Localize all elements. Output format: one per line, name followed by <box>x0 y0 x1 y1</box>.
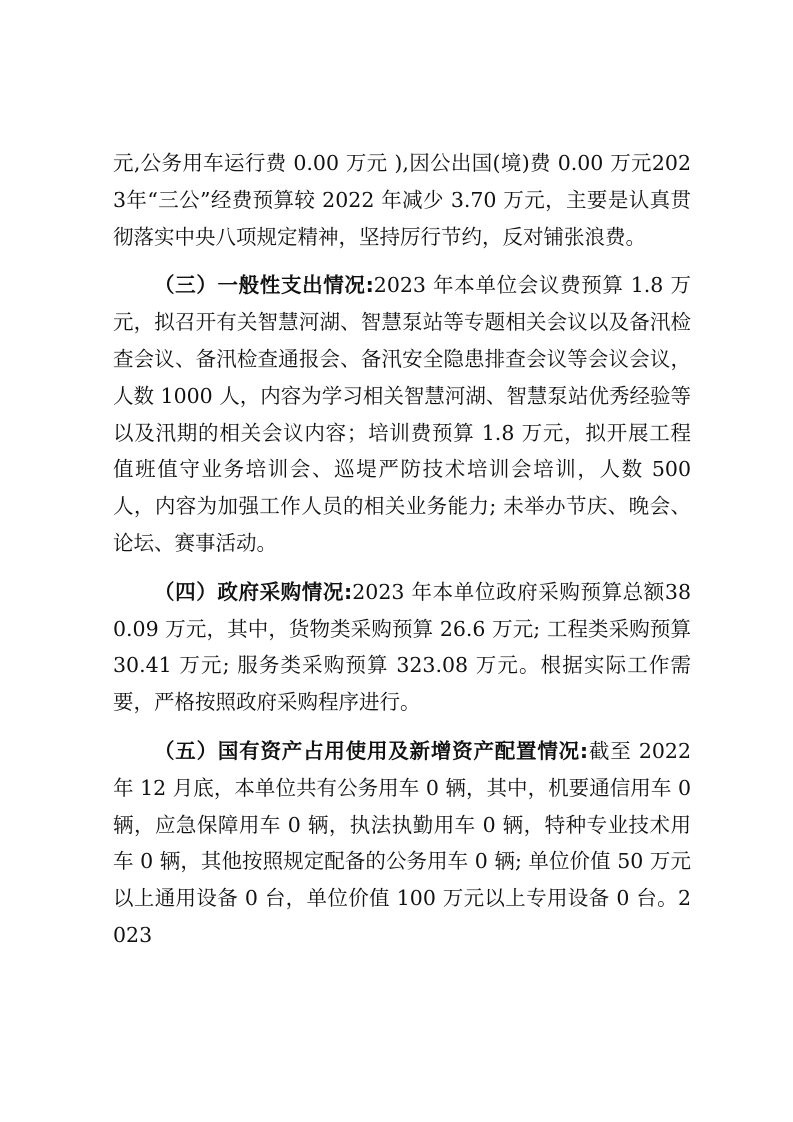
paragraph-sangong-text: 元,公务用车运行费 0.00 万元 ),因公出国(境)费 0.00 万元2023年“三公”经费预算较 2022 年减少 3.70 万元，主要是认真贯彻落实中央八项规定精神，坚持厉行节约，反对铺张浪费。 <box>113 151 691 249</box>
section-state-assets-body: 截至 2022年 12 月底，本单位共有公务用车 0 辆，其中，机要通信用车 0辆，应急保障用车 0 辆，执法执勤用车 0 辆，特种专业技术用车 0 辆，其他按照规定配备的公务用车 0 辆; 单位价值 50 万元以上通用设备 0 台，单位价值 100 万元以上专用设备 0 台。2023 <box>113 738 691 947</box>
section-general-expenditure <box>113 267 691 561</box>
section-government-procurement <box>113 574 691 721</box>
section-state-assets <box>113 733 691 954</box>
paragraph-gap <box>113 255 691 267</box>
section-state-assets-heading: （五）国有资产占用使用及新增资产配置情况: <box>154 738 589 763</box>
paragraph-sangong-budget <box>113 145 691 255</box>
paragraph-gap <box>113 562 691 574</box>
document-body <box>113 145 691 954</box>
section-general-expenditure-heading: （三）一般性支出情况: <box>154 273 374 298</box>
section-government-procurement-heading: （四）政府采购情况: <box>154 579 353 604</box>
section-general-expenditure-body: 2023 年本单位会议费预算 1.8 万元，拟召开有关智慧河湖、智慧泵站等专题相关会议以及备汛检查会议、备汛检查通报会、备汛安全隐患排查会议等会议会议，人数 1000 人，内容为学习相关智慧河湖、智慧泵站优秀经验等以及汛期的相关会议内容；培训费预算 1.8 万元，拟开展工程值班值守业务培训会、巡堤严防技术培训会培训，人数 500人，内容为加强工作人员的相关业务能力; 未举办节庆、晚会、论坛、赛事活动。 <box>113 273 691 555</box>
paragraph-gap <box>113 721 691 733</box>
section-government-procurement-body: 2023 年本单位政府采购预算总额380.09 万元，其中，货物类采购预算 26.6 万元; 工程类采购预算 30.41 万元; 服务类采购预算 323.08 万元。根据实际工作需要，严格按照政府采购程序进行。 <box>113 579 691 715</box>
